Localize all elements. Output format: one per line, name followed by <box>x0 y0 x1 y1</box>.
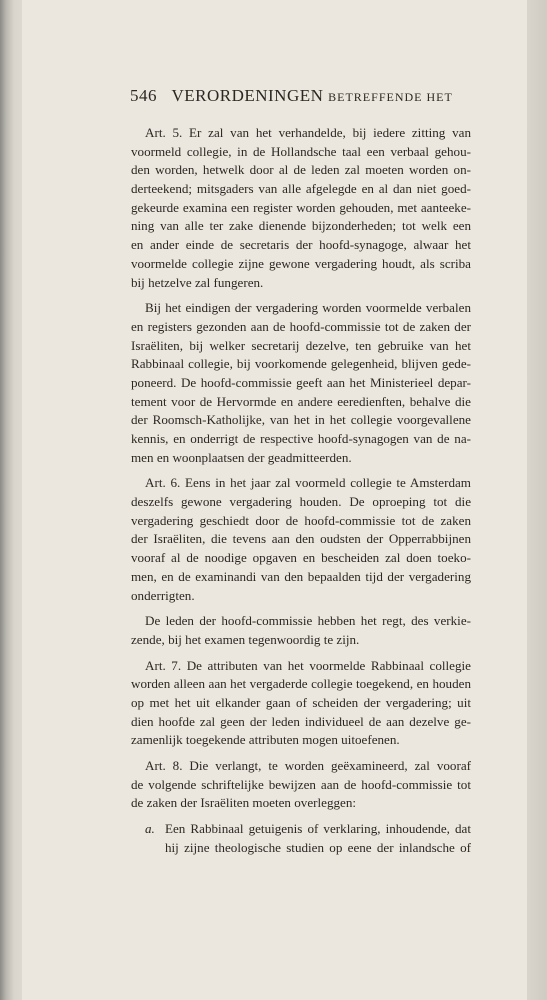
text-line: en ander einde de secretaris der hoofd-synagoge, alwaar het <box>131 237 471 253</box>
text-line: poneerd. De hoofd-commissie geeft aan het Ministerieel depar- <box>131 374 471 390</box>
text-line: Rabbinaal collegie, bij voorkomende gelegenheid, blijven gede- <box>131 356 471 372</box>
text-line: hij zijne theologische studien op eene der inlandsche of <box>165 839 471 855</box>
paragraph <box>131 299 471 467</box>
page-edge <box>527 0 547 1000</box>
paragraph <box>131 124 471 292</box>
header-title-small: BETREFFENDE HET <box>328 90 453 104</box>
text-line: Art. 7. De attributen van het voormelde Rabbinaal collegie <box>145 657 471 673</box>
text-line: Art. 6. Eens in het jaar zal voormeld collegie te Amsterdam <box>145 475 471 491</box>
text-line: Israëliten, bij welker secretarij dezelve, ten gebruike van het <box>131 337 471 353</box>
text-line: de volgende schriftelijke bewijzen aan de hoofd-commissie tot <box>131 776 471 792</box>
list-text: Een Rabbinaal getuigenis of verklaring, inhoudende, dat <box>165 821 471 837</box>
text-line: de zaken der Israëliten moeten overleggen: <box>131 795 357 811</box>
paragraph <box>131 612 471 649</box>
text-line: op met het uit elkander gaan of scheiden der vergadering; uit <box>131 694 471 710</box>
text-line: en registers gezonden aan de hoofd-commissie tot de zaken der <box>131 318 471 334</box>
text-line: men, en de examinandi van den bepaalden tijd der vergadering <box>131 568 471 584</box>
text-line: der Israëliten, die tevens aan den oudsten der Opperrabbijnen <box>131 531 471 547</box>
text-line: zamenlijk toegekende attributen mogen uitoefenen. <box>131 732 400 748</box>
text-line: Art. 8. Die verlangt, te worden geëxamineerd, zal vooraf <box>145 758 471 773</box>
text-line: voormelde collegie zijne gewone vergadering houdt, als scriba <box>131 255 471 271</box>
paragraph <box>131 757 471 813</box>
text-line: voormeld collegie, in de Hollandsche taal een verbaal gehou- <box>131 143 471 159</box>
text-line: bij hetzelve zal fungeren. <box>131 274 264 290</box>
text-line: zende, bij het examen tegenwoordig te zijn. <box>131 631 360 647</box>
text-line: gekeurde examina een register worden gehouden, met aanteeke- <box>131 199 471 215</box>
body-text <box>131 124 471 857</box>
paragraph <box>131 657 471 750</box>
header-title: VERORDENINGEN <box>171 86 324 105</box>
page-number: 546 <box>130 86 157 105</box>
text-line: Bij het eindigen der vergadering worden voormelde verbalen <box>145 300 471 316</box>
text-line: De leden der hoofd-commissie hebben het regt, des verkie- <box>145 613 471 629</box>
list-marker: a. <box>145 821 155 837</box>
text-line: tement voor de Hervormde en andere eeredienften, behalve die <box>131 393 471 409</box>
text-line: Art. 5. Er zal van het verhandelde, bij iedere zitting van <box>145 125 471 140</box>
text-line: onderrigten. <box>131 587 195 603</box>
paragraph <box>131 474 471 605</box>
text-line: deszelfs gewone vergadering houden. De oproeping tot die <box>131 494 471 510</box>
text-line: derteekend; mitsgaders van alle afgelegde en al dan niet goed- <box>131 181 471 197</box>
text-line: kennis, en onderrigt de respective hoofd-synagogen van de na- <box>131 431 471 446</box>
text-line: vergadering geschiedt door de hoofd-commissie tot de zaken <box>131 512 471 528</box>
text-line <box>145 820 471 839</box>
running-header <box>130 86 470 108</box>
text-line: der Roomsch-Katholijke, van het in het collegie voorgevallene <box>131 412 471 428</box>
text-line: dien hoofde zal geen der leden individueel de aan dezelve ge- <box>131 713 471 729</box>
text-line: vooraf al de noodige opgaven en bescheiden zal doen toeko- <box>131 550 471 566</box>
text-line: men en woonplaatsen der geadmitteerden. <box>131 449 352 465</box>
text-line: ning van alle ter zake dienende bijzonderheden; tot welk een <box>131 218 471 234</box>
text-line: worden alleen aan het vergaderde collegie toegekend, en houden <box>131 676 471 692</box>
list-item <box>145 820 471 857</box>
text-line: den worden, hetwelk door al de leden zal moeten worden on- <box>131 162 471 178</box>
